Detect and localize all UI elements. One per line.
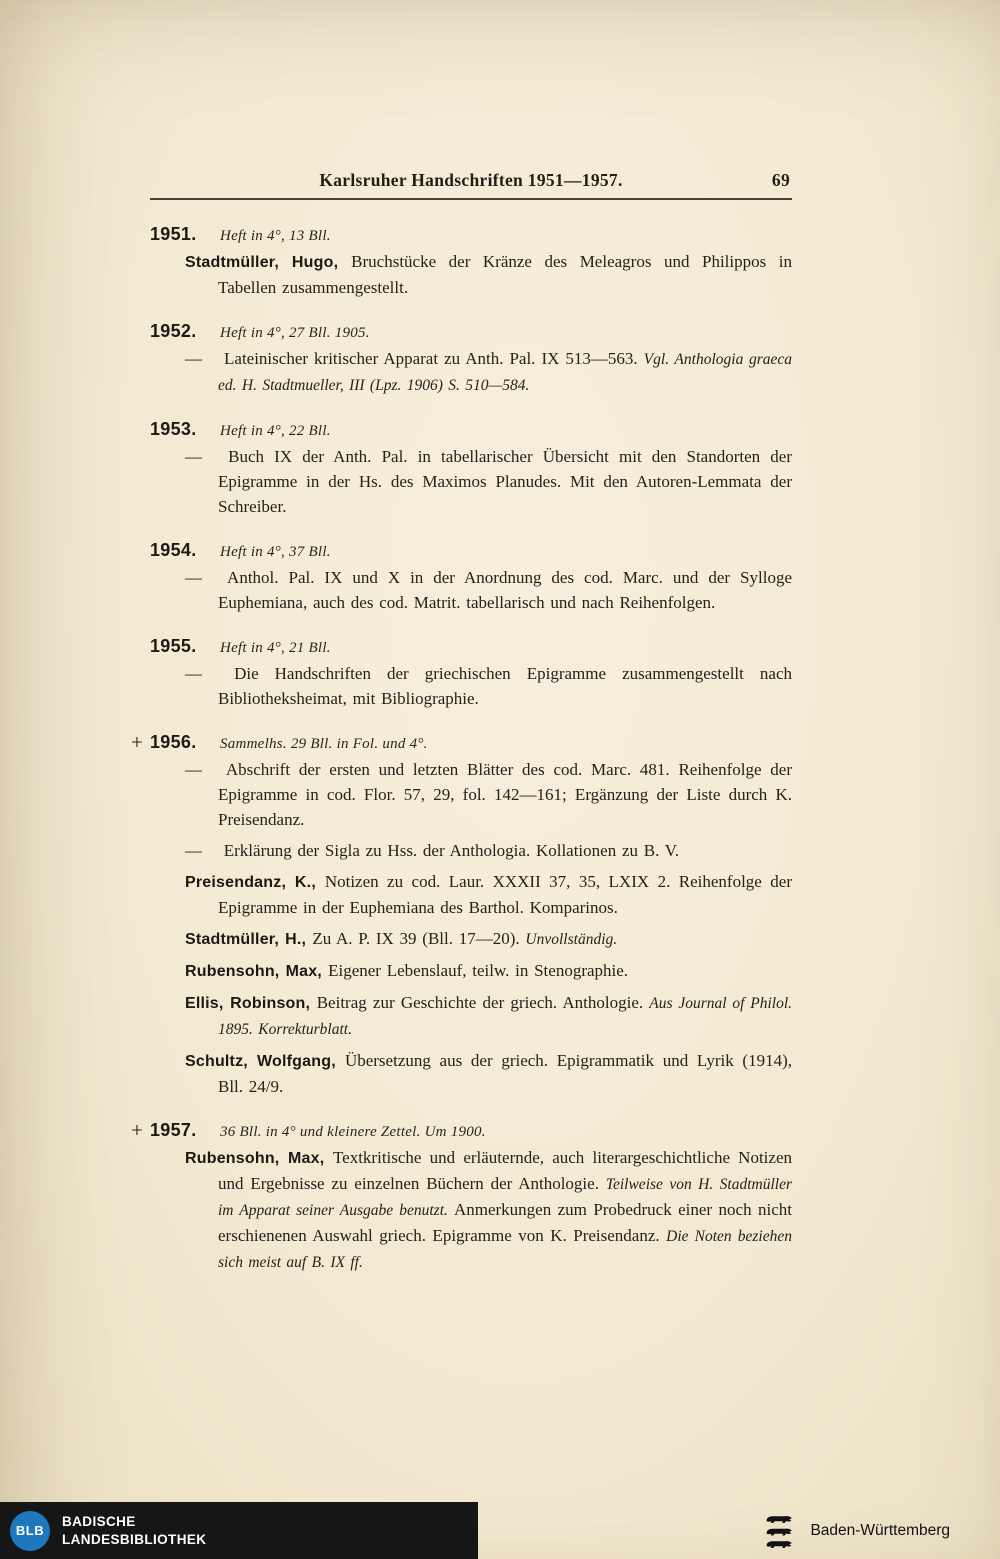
entry-paragraph [150,1145,792,1275]
author-name: Rubensohn, Max, [185,963,329,980]
blb-logo [10,1511,50,1551]
entry-paragraph [150,249,792,300]
entry-paragraph [150,1048,792,1099]
entry-format-note: Heft in 4°, 37 Bll. [220,544,331,560]
entry-format-note: Heft in 4°, 13 Bll. [220,228,331,244]
entry-number: 1957. [150,1120,197,1140]
body-text: Erklärung der Sigla zu Hss. der Anthologia. Kollationen zu B. V. [223,841,680,860]
dash-marker: — [185,760,202,779]
entry-paragraph [150,661,792,711]
body-text: Anthol. Pal. IX und X in der Anordnung des cod. Marc. und der Sylloge Euphemiana, auch des cod. Matrit. tabellarisch und nach Reihenfolgen. [218,568,793,612]
catalog-entry [150,321,792,398]
entry-paragraph [150,990,792,1042]
entry-paragraph [150,869,792,920]
catalog-entry [150,540,792,615]
entry-paragraph [150,757,792,832]
catalog-entry [150,636,792,711]
footer-bar [0,1502,1000,1559]
entry-head [150,321,792,342]
state-name-label: Baden-Württemberg [810,1521,950,1539]
body-text: Beitrag zur Geschichte der griech. Anthologie. [316,993,650,1012]
body-text: Zu A. P. IX 39 (Bll. 17—20). [312,929,526,948]
entry-number: 1956. [150,732,197,752]
note-text: Die Noten beziehen sich meist auf B. IX ff. [218,1228,792,1271]
entry-paragraph [150,958,792,984]
baden-wuerttemberg-emblem-icon [762,1512,800,1550]
entry-format-note: Sammelhs. 29 Bll. in Fol. und 4°. [220,736,428,752]
entry-format-note: Heft in 4°, 21 Bll. [220,640,331,656]
catalog-entry [150,224,792,300]
entry-head [150,419,792,440]
catalog-entry [131,1118,793,1275]
body-text: Abschrift der ersten und letzten Blätter des cod. Marc. 481. Reihenfolge der Epigramme in cod. Flor. 57, 29, fol. 142—161; Ergänzung der Liste durch K. Preisendanz. [218,760,793,829]
running-head-title: Karlsruher Handschriften 1951—1957. [319,170,623,190]
dash-marker: — [185,447,202,466]
library-name-line1: BADISCHE [62,1513,136,1529]
entry-format-note: Heft in 4°, 27 Bll. 1905. [220,325,370,341]
running-head [150,170,792,191]
entry-prefix: + [131,1118,143,1142]
author-name: Rubensohn, Max, [185,1150,333,1167]
body-text: Eigener Lebenslauf, teilw. in Stenographie. [328,961,629,980]
author-name: Schultz, Wolfgang, [185,1053,345,1070]
entry-number: 1954. [150,540,197,560]
entry-head [131,730,792,754]
blb-logo-text: BLB [15,1523,45,1538]
catalog-entry [131,730,793,1099]
entry-format-note: Heft in 4°, 22 Bll. [220,423,331,439]
body-text: Bruchstücke der Kränze des Meleagros und Philippos in Tabellen zusammengestellt. [218,252,792,297]
entry-paragraph [150,838,792,863]
page-number: 69 [771,170,790,190]
note-text: Aus Journal of Philol. 1895. Korrekturblatt. [218,995,792,1038]
header-rule [150,198,792,200]
library-name [62,1513,206,1548]
library-name-line2: LANDESBIBLIOTHEK [62,1531,207,1547]
note-text: Teilweise von H. Stadtmüller im Apparat seiner Ausgabe benutzt. [218,1176,793,1219]
note-text: Vgl. Anthologia graeca ed. H. Stadtmueller, III (Lpz. 1906) S. 510—584. [218,351,792,394]
note-text: Unvollständig. [525,931,618,948]
body-text: Übersetzung aus der griech. Epigrammatik und Lyrik (1914), Bll. 24/9. [218,1051,792,1096]
entry-number: 1951. [150,224,197,244]
entry-head [150,540,792,561]
entry-paragraph [150,346,792,398]
catalog-entry [150,419,792,519]
body-text: Buch IX der Anth. Pal. in tabellarischer Übersicht mit den Standorten der Epigramme in der Hs. des Maximos Planudes. Mit den Autoren-Lemmata der Schreiber. [218,447,793,516]
body-text: Notizen zu cod. Laur. XXXII 37, 35, LXIX 2. Reihenfolge der Epigramme in der Euphemiana des Barthol. Komparinos. [218,872,792,917]
state-branding [478,1502,1000,1559]
author-name: Ellis, Robinson, [185,995,317,1012]
body-text: Lateinischer kritischer Apparat zu Anth. Pal. IX 513—563. [224,349,644,368]
dash-marker: — [185,349,202,368]
author-name: Stadtmüller, H., [185,931,313,948]
author-name: Preisendanz, K., [185,874,325,891]
entry-number: 1955. [150,636,197,656]
body-text: Textkritische und erläuternde, auch literargeschichtliche Notizen und Ergebnisse zu einzelnen Büchern der Anthologie. [218,1148,792,1193]
entry-number: 1953. [150,419,197,439]
dash-marker: — [185,568,202,587]
body-text: Die Handschriften der griechischen Epigramme zusammengestellt nach Bibliotheksheimat, mit Bibliographie. [218,664,793,708]
entry-prefix: + [131,730,143,754]
entry-format-note: 36 Bll. in 4° und kleinere Zettel. Um 1900. [220,1124,486,1140]
entry-number: 1952. [150,321,197,341]
entry-head [150,636,792,657]
entry-paragraph [150,565,792,615]
dash-marker: — [185,664,202,683]
entry-head [150,224,792,245]
body-text: Anmerkungen zum Probedruck einer noch nicht erschienenen Auswahl griech. Epigramme von K. Preisendanz. [218,1200,792,1245]
library-branding [0,1502,478,1559]
author-name: Stadtmüller, Hugo, [185,254,352,271]
dash-marker: — [185,841,202,860]
entry-paragraph [150,444,792,519]
entry-paragraph [150,926,792,952]
entry-list [131,224,793,1275]
page-content [131,170,793,1296]
entry-head [131,1118,792,1142]
